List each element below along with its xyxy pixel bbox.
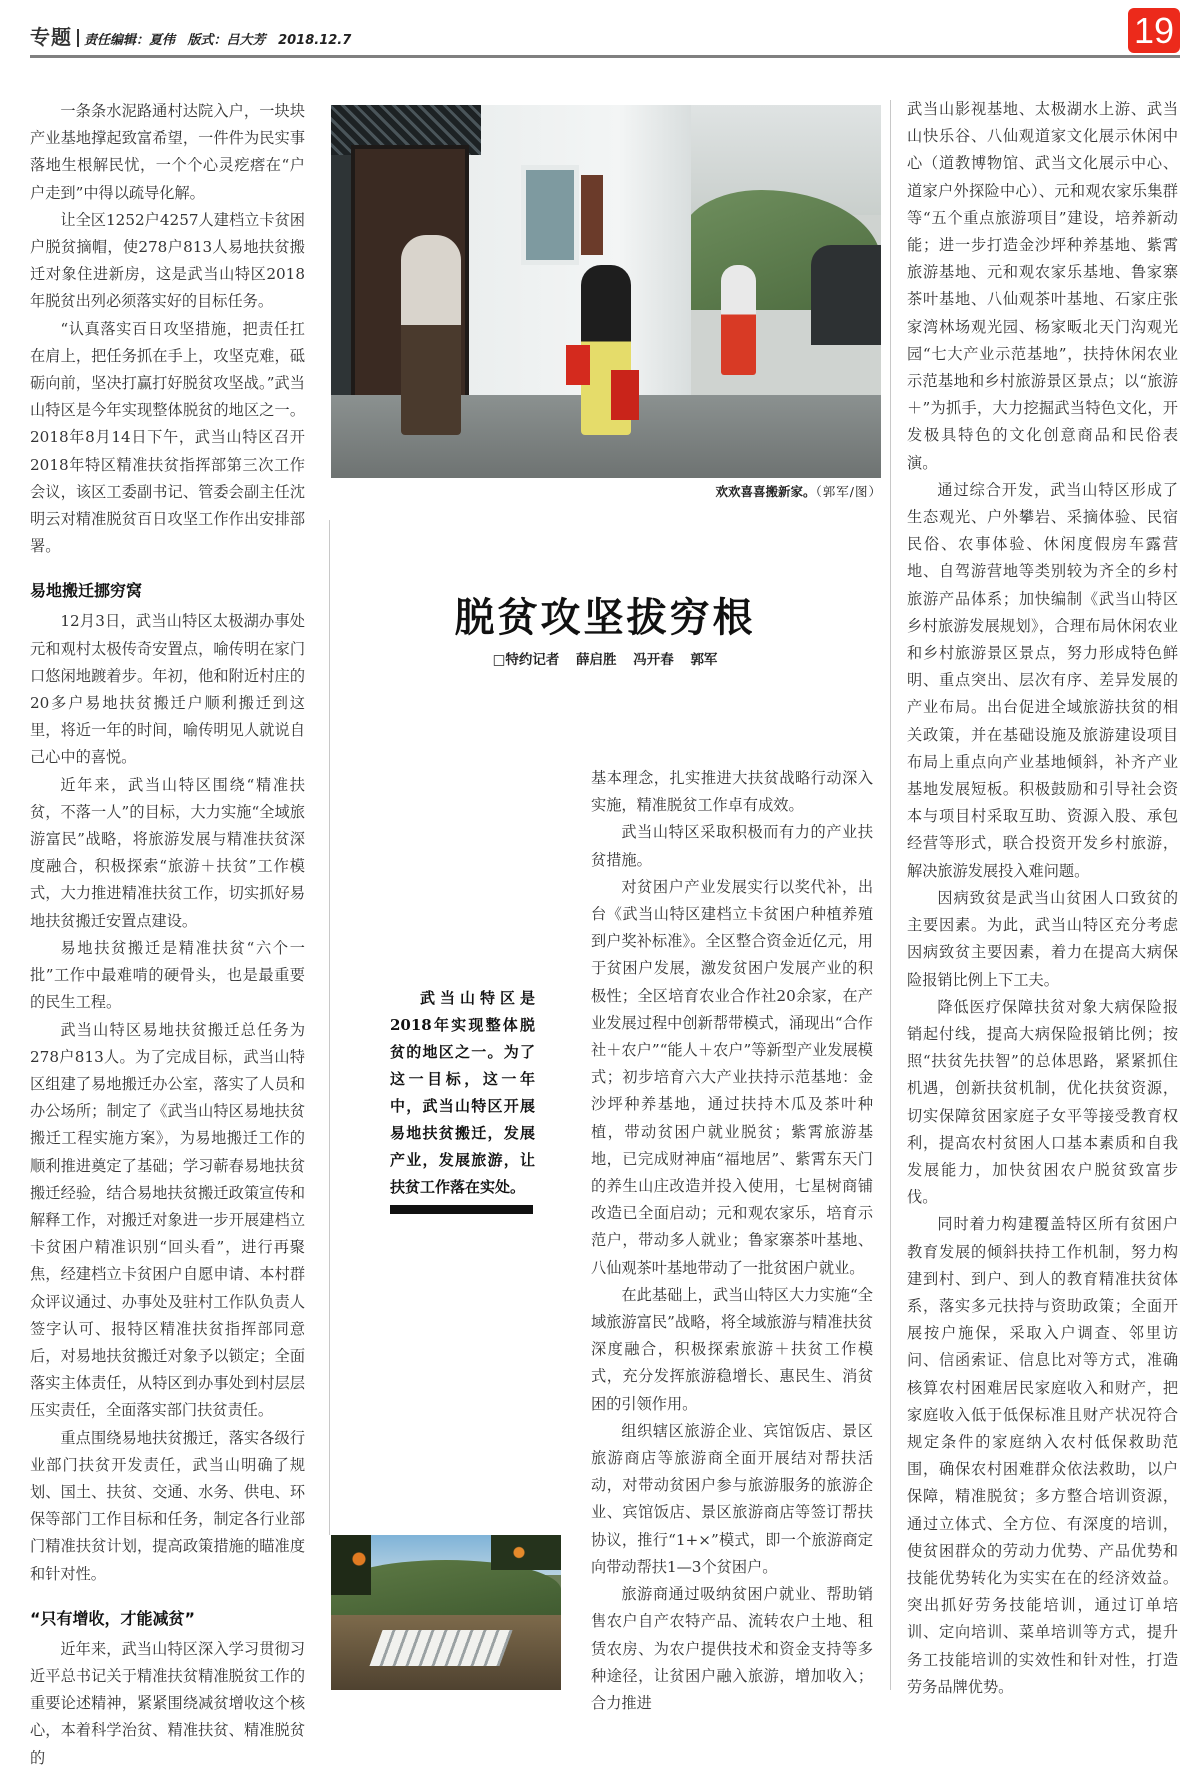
article-paragraph: 重点围绕易地扶贫搬迁，落实各级行业部门扶贫开发责任，武当山明确了规划、国土、扶贫、交通、水务、供电、环保等部门工作目标和任务，制定各行业部门精准扶贫计划，提高政策措施的瞄准度和针对性。 <box>30 1428 305 1583</box>
article-paragraph: 12月3日，武当山特区太极湖办事处元和观村太极传奇安置点，喻传明在家门口悠闲地踱着步。年初，他和附近村庄的20多户易地扶贫搬迁户顺利搬迁到这里，将近一年的时间，喻传明见人就说自己心中的喜悦。 <box>30 612 305 767</box>
article-paragraph: 易地扶贫搬迁是精准扶贫“六个一批”工作中最难啃的硬骨头，也是最重要的民生工程。 <box>30 938 305 1012</box>
section-heading: “只有增收，才能减贫” <box>30 1608 196 1628</box>
author: 冯开春 <box>633 652 674 668</box>
photo-credit: （郭军/图） <box>815 484 882 499</box>
page-number-badge: 19 <box>1128 8 1180 53</box>
photo-resettlement-village <box>331 1535 561 1690</box>
article-paragraph: 武当山影视基地、太极湖水上游、武当山快乐谷、八仙观道家文化展示休闲中心（道教博物馆、武当文化展示中心、道家户外探险中心）、元和观农家乐集群等“五个重点旅游项目”建设，培养新动能；进一步打造金沙坪种养基地、紫霄旅游基地、元和观农家乐基地、鲁家寨茶叶基地、八仙观茶叶基地、石家庄张家湾林场观光园、杨家畈北天门沟观光园“七大产业示范基地”，扶持休闲农业示范基地和乡村旅游景区景点；以“旅游＋”为抓手，大力挖掘武当特色文化，开发极具特色的文化创意商品和民俗表演。 <box>907 100 1178 472</box>
article-paragraph: 组织辖区旅游企业、宾馆饭店、景区旅游商店等旅游商全面开展结对帮扶活动，对带动贫困户参与旅游服务的旅游企业、宾馆饭店、景区旅游商店等签订帮扶协议，推行“1+×”模式，即一个旅游商定向带动帮扶1—3个贫困户。 <box>591 1421 873 1576</box>
photo-moving-into-new-home <box>331 105 881 478</box>
article-paragraph: 旅游商通过吸纳贫困户就业、帮助销售农户自产农特产品、流转农户土地、租赁农房、为农户提供技术和资金支持等多种途径，让贫困户融入旅游，增加收入；合力推进 <box>591 1585 873 1712</box>
article-title: 脱贫攻坚拔穷根 <box>454 594 756 641</box>
page-header <box>30 24 359 50</box>
byline-prefix: □特约记者 <box>492 652 560 668</box>
editor-credit: 责任编辑：夏伟 <box>84 33 176 48</box>
section-name: 专题 <box>30 25 72 49</box>
article-paragraph: 通过综合开发，武当山特区形成了生态观光、户外攀岩、采摘体验、民宿民俗、农事体验、休闲度假房车露营地、自驾游营地等类别较为齐全的乡村旅游产品体系；加快编制《武当山特区乡村旅游发展规划》，合理布局休闲农业和乡村旅游景区景点，努力形成特色鲜明、重点突出、层次有序、差异发展的产业布局。出台促进全域旅游扶贫的相关政策，并在基础设施及旅游建设项目布局上重点向产业基地倾斜，补齐产业基地发展短板。积极鼓励和引导社会资本与项目村采取互助、资源入股、承包经营等形式，联合投资开发乡村旅游，解决旅游发展投入难问题。 <box>907 480 1178 880</box>
article-paragraph: 对贫困户产业发展实行以奖代补，出台《武当山特区建档立卡贫困户种植养殖到户奖补标准》。全区整合资金近亿元，用于贫困户发展，激发贫困户发展产业的积极性；全区培育农业合作社20余家，在产业发展过程中创新帮带模式，涌现出“合作社＋农户”“能人＋农户”等新型产业发展模式；初步培育六大产业扶持示范基地：金沙坪种养基地，通过扶持木瓜及茶叶种植，带动贫困户就业脱贫；紫霄旅游基地，已完成财神庙“福地居”、紫霄东天门的养生山庄改造并投入使用，七星树商铺改造已全面启动；元和观农家乐，培育示范户，带动多人就业；鲁家寨茶叶基地、八仙观茶叶基地带动了一批贫困户就业。 <box>591 877 873 1277</box>
column-divider-right <box>890 100 891 1690</box>
author: 郭军 <box>690 652 718 668</box>
article-paragraph: 武当山特区采取积极而有力的产业扶贫措施。 <box>591 823 873 869</box>
article-paragraph: 降低医疗保障扶贫对象大病保险报销起付线，提高大病保险报销比例；按照“扶贫先扶智”的总体思路，紧紧抓住机遇，创新扶贫机制，优化扶贫资源，切实保障贫困家庭子女平等接受教育权利，提高农村贫困人口基本素质和自我发展能力，加快贫困农户脱贫致富步伐。 <box>907 997 1178 1207</box>
pull-quote-bar <box>390 1205 533 1214</box>
header-meta <box>84 29 359 48</box>
right-column <box>907 96 1178 1701</box>
article-paragraph: 近年来，武当山特区深入学习贯彻习近平总书记关于精准扶贫精准脱贫工作的重要论述精神，紧紧围绕减贫增收这个核心，本着科学治贫、精准扶贫、精准脱贫的 <box>30 1639 305 1767</box>
section-heading: 易地搬迁挪穷窝 <box>30 581 143 601</box>
issue-date: 2018.12.7 <box>278 33 352 48</box>
header-rule <box>30 55 1180 58</box>
layout-credit: 版式：吕大芳 <box>187 33 266 48</box>
article-paragraph: 武当山特区易地扶贫搬迁总任务为278户813人。为了完成目标，武当山特区组建了易地搬迁办公室，落实了人员和办公场所；制定了《武当山特区易地扶贫搬迁工程实施方案》，为易地搬迁工作的顺利推进奠定了基础；学习蕲春易地扶贫搬迁经验，结合易地扶贫搬迁政策宣传和解释工作，对搬迁对象进一步开展建档立卡贫困户精准识别“回头看”，进行再聚焦，经建档立卡贫困户自愿申请、本村群众评议通过、办事处及驻村工作队负责人签字认可、报特区精准扶贫指挥部同意后，对易地扶贫搬迁对象予以锁定；全面落实主体责任，从特区到办事处到村层层压实责任，全面落实部门扶贫责任。 <box>30 1020 305 1420</box>
middle-column <box>591 765 873 1717</box>
caption-text: 欢欢喜喜搬新家。 <box>715 484 816 499</box>
left-column <box>30 98 305 1772</box>
pull-quote: 武当山特区是2018年实现整体脱贫的地区之一。为了这一目标，这一年中，武当山特区开展易地扶贫搬迁，发展产业，发展旅游，让扶贫工作落在实处。 <box>390 989 535 1196</box>
article-paragraph: 让全区1252户4257人建档立卡贫困户脱贫摘帽，使278户813人易地扶贫搬迁对象住进新房，这是武当山特区2018年脱贫出列必须落实好的目标任务。 <box>30 210 305 311</box>
article-paragraph: 因病致贫是武当山贫困人口致贫的主要因素。为此，武当山特区充分考虑因病致贫主要因素，着力在提高大病保险报销比例上下工夫。 <box>907 888 1178 989</box>
header-separator <box>77 29 79 47</box>
author: 薛启胜 <box>576 652 617 668</box>
photo-caption <box>560 482 882 500</box>
article-paragraph: “认真落实百日攻坚措施，把责任扛在肩上，把任务抓在手上，攻坚克难，砥砺向前，坚决打赢打好脱贫攻坚战。”武当山特区是今年实现整体脱贫的地区之一。2018年8月14日下午，武当山特区召开2018年特区精准扶贫指挥部第三次工作会议，该区工委副书记、管委会副主任沈明云对精准脱贫百日攻坚工作作出安排部署。 <box>30 319 305 556</box>
article-paragraph: 一条条水泥路通村达院入户，一块块产业基地撑起致富希望，一件件为民实事落地生根解民忧，一个个心灵疙瘩在“户户走到”中得以疏导化解。 <box>30 102 305 202</box>
article-paragraph: 同时着力构建覆盖特区所有贫困户教育发展的倾斜扶持工作机制，努力构建到村、到户、到人的教育精准扶贫体系，落实多元扶持与资助政策；全面开展按户施保，采取入户调查、邻里访问、信函索证、信息比对等方式，准确核算农村困难居民家庭收入和财产，把家庭收入低于低保标准且财产状况符合规定条件的家庭纳入农村低保救助范围，确保农村困难群众依法救助，以户保障，精准脱贫；多方整合培训资源，通过立体式、全方位、有深度的培训，使贫困群众的劳动力优势、产品优势和技能优势转化为实实在在的经济效益。突出抓好劳务技能培训，通过订单培训、定向培训、菜单培训等方式，提升务工技能培训的实效性和针对性，打造劳务品牌优势。 <box>907 1215 1178 1696</box>
byline <box>330 648 880 668</box>
article-paragraph: 在此基础上，武当山特区大力实施“全域旅游富民”战略，将全域旅游与精准扶贫深度融合，积极探索旅游＋扶贫工作模式，充分发挥旅游稳增长、惠民生、消贫困的引领作用。 <box>591 1285 873 1413</box>
article-paragraph: 基本理念，扎实推进大扶贫战略行动深入实施，精准脱贫工作卓有成效。 <box>591 769 873 815</box>
article-paragraph: 近年来，武当山特区围绕“精准扶贫，不落一人”的目标，大力实施“全域旅游富民”战略，将旅游发展与精准扶贫深度融合，积极探索“旅游＋扶贫”工作模式，大力推进精准扶贫工作，切实抓好易地扶贫搬迁安置点建设。 <box>30 775 305 930</box>
column-divider-left <box>329 520 330 1535</box>
